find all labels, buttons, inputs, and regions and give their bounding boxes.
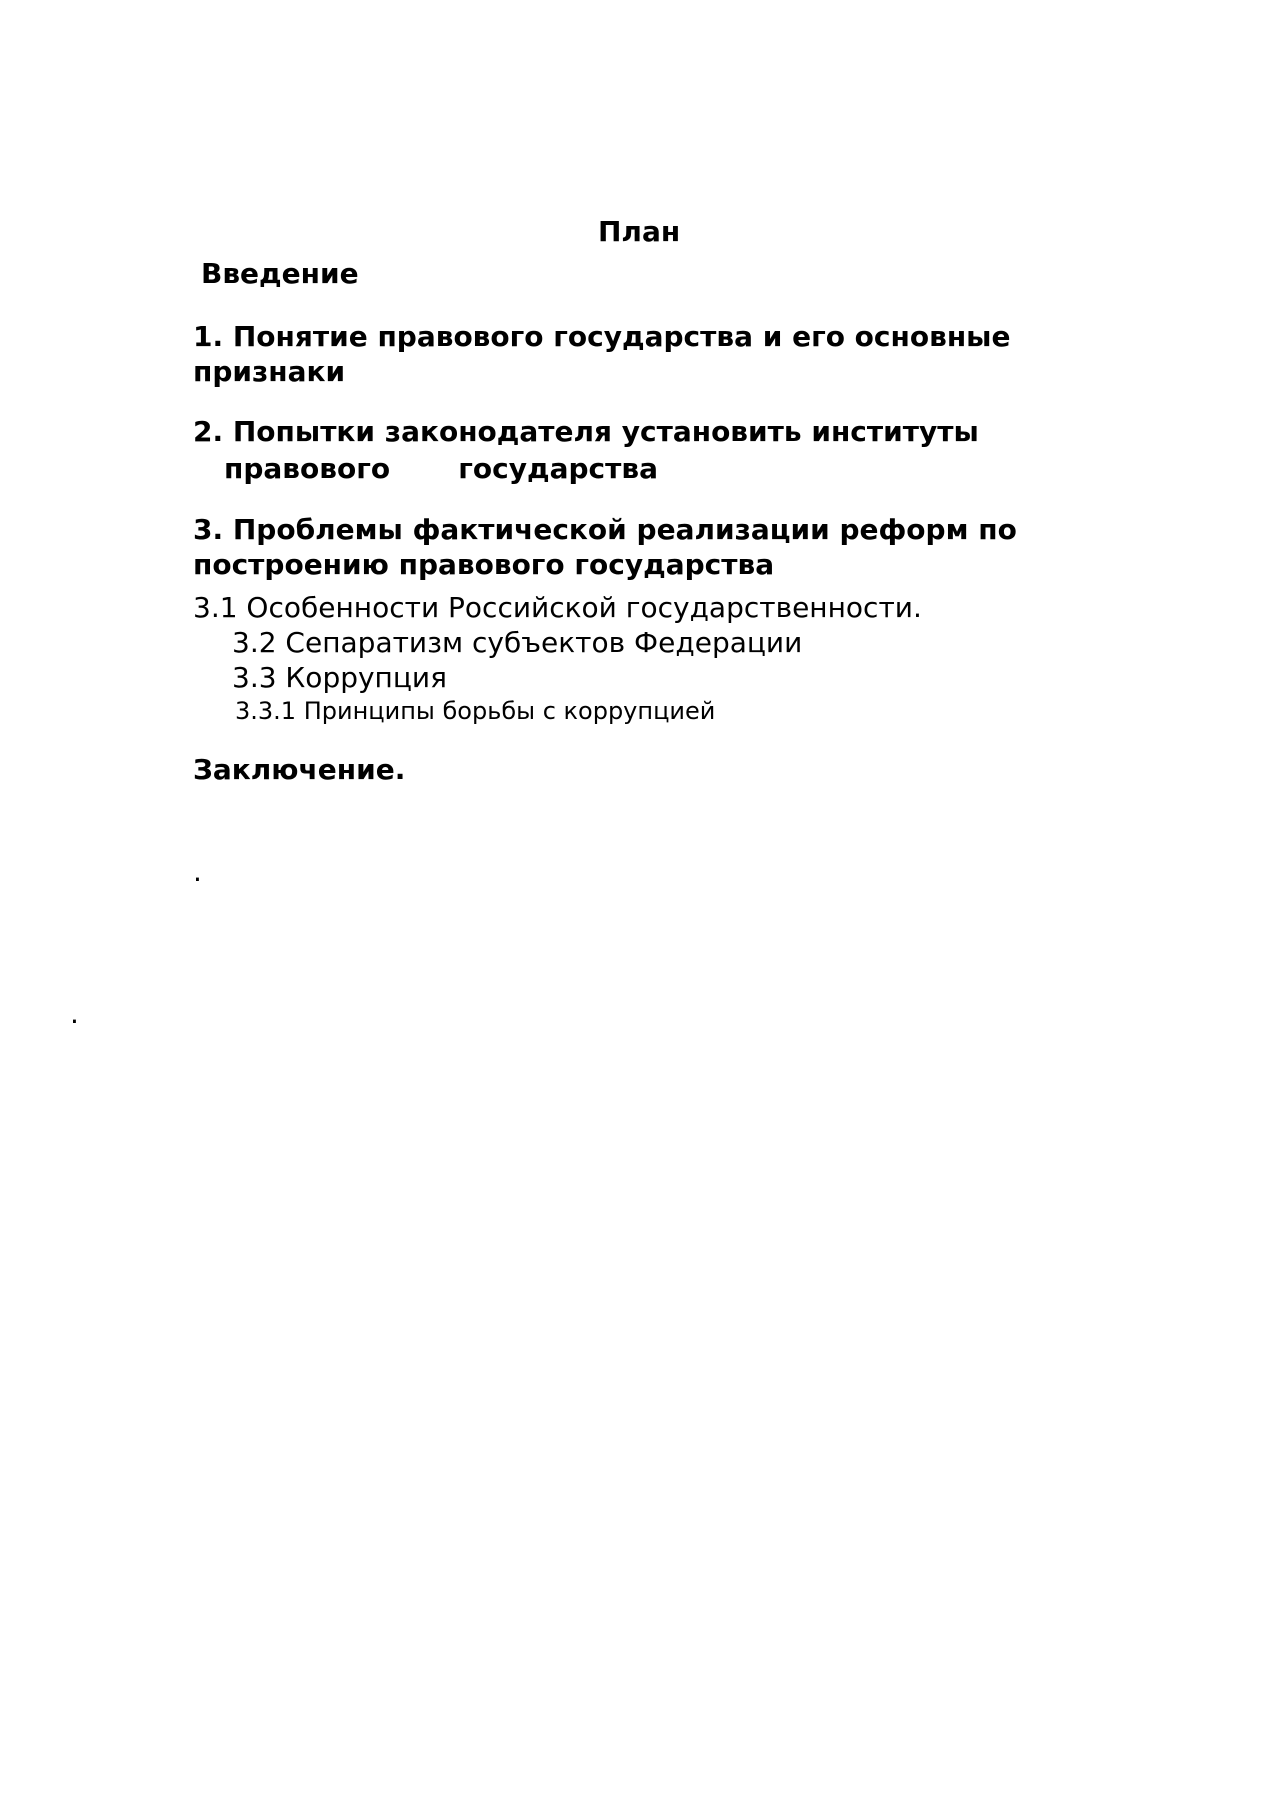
section-3-line-1: 3. Проблемы фактической реализации реформ по (193, 513, 1017, 546)
plan-title: План (598, 215, 681, 248)
stray-dot: . (70, 997, 79, 1030)
section-3-line-2: построению правового государства (193, 548, 775, 581)
section-1-line-2: признаки (193, 355, 346, 388)
subsection-3-3: 3.3 Коррупция (232, 661, 447, 694)
section-2-line-2: правового государства (224, 452, 658, 485)
subsection-3-1: 3.1 Особенности Российской государственности. (193, 591, 922, 624)
stray-dot: . (193, 855, 202, 888)
conclusion-heading: Заключение. (193, 753, 406, 786)
subsection-3-3-1: 3.3.1 Принципы борьбы с коррупцией (235, 697, 716, 725)
section-1-line-1: 1. Понятие правового государства и его основные (193, 320, 1011, 353)
intro-heading: Введение (201, 257, 359, 290)
section-2-line-1: 2. Попытки законодателя установить институты (193, 415, 979, 448)
subsection-3-2: 3.2 Сепаратизм субъектов Федерации (232, 626, 803, 659)
